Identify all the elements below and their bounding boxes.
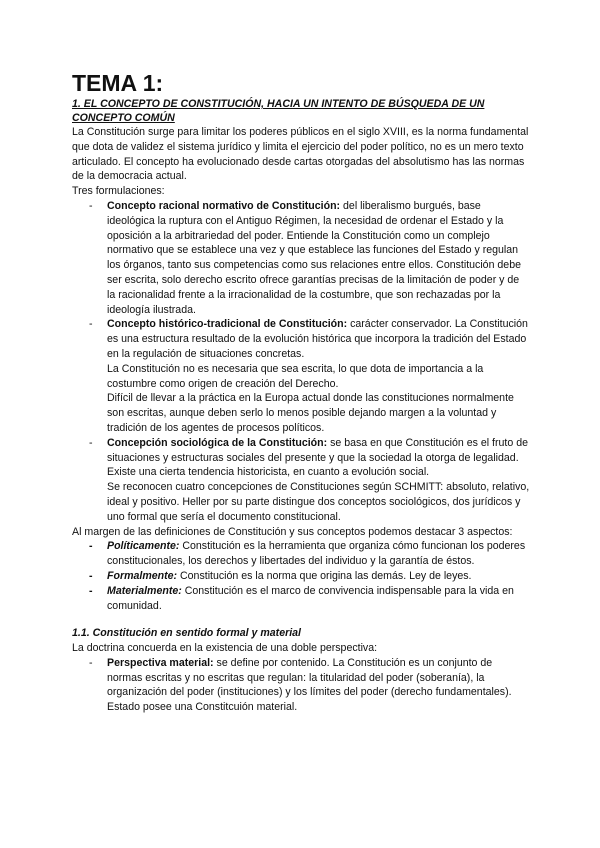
document-content	[72, 71, 530, 715]
item-term: Materialmente:	[107, 584, 182, 597]
item-text: carácter conservador. La Constitución es una estructura resultado de la evolución histórica que incorpora la tradición del Estado en la regulación de situaciones concretas.	[107, 318, 528, 360]
dash-bullet: -	[89, 436, 93, 449]
item-text: del liberalismo burgués, base ideológica la ruptura con el Antiguo Régimen, la necesidad de ordenar el Estado y la oposición a la arbitrariedad del poder. Entiende la Constitución como un complejo normativo que se establece una vez y que establece las funciones del Estado y regulan los órganos, tanto sus competencias como sus relaciones entre ellos. Constitución debe ser escrita, solo derecho escrito ofrece garantías precisas de la limitación de poder y de la racionalidad frente a la irracionalidad de la costumbre, que son rechazadas por la ideología ilustrada.	[107, 199, 521, 316]
item-paragraph: Difícil de llevar a la práctica en la Europa actual donde las constituciones normalmente son escritas, aunque deben serlo lo menos posible dejando margen a la voluntad y tradición de los agentes de procesos políticos.	[107, 392, 514, 434]
item-paragraph: La Constitución no es necesaria que sea escrita, lo que dota de importancia a la costumbre como origen de creación del Derecho.	[107, 362, 484, 390]
item-term: Concepto histórico-tradicional de Constitución:	[107, 318, 348, 331]
dash-bullet: -	[89, 656, 93, 669]
item-text: se define por contenido. La Constitución es un conjunto de normas escritas y no escritas que regulan: la titularidad del poder (soberanía), la organización del poder (instituciones) y los límites del poder (derecho fundamentales). Estado posee una Constitcuión material.	[107, 656, 512, 714]
item-text: se basa en que Constitución es el fruto de situaciones y estructuras sociales del presente y que la sociedad la otorga de legalidad.	[107, 436, 528, 464]
list-item	[72, 436, 530, 525]
item-term: Concepto racional normativo de Constitución:	[107, 199, 341, 212]
item-paragraph: Se reconocen cuatro concepciones de Constituciones según SCHMITT: absoluto, relativo, ideal y positivo. Heller por su parte distingue dos conceptos sociológicos, dos jurídicos y uno formal que sería el documento constitucional.	[107, 481, 530, 523]
dash-bullet: -	[89, 199, 93, 212]
item-text: Constitución es el marco de convivencia indispensable para la vida en comunidad.	[107, 584, 514, 612]
list-item	[72, 317, 530, 435]
list-item	[72, 539, 530, 569]
perspectivas-list	[72, 656, 530, 715]
item-text: Constitución es la norma que origina las demás. Ley de leyes.	[180, 569, 472, 582]
section-heading: 1. EL CONCEPTO DE CONSTITUCIÓN, HACIA UN INTENTO DE BÚSQUEDA DE UN CONCEPTO COMÚN	[72, 98, 485, 124]
dash-bullet: -	[89, 584, 93, 597]
dash-bullet: -	[89, 318, 93, 331]
item-paragraph: Existe una cierta tendencia historicista, en cuanto a evolución social.	[107, 466, 430, 479]
subsection-intro: La doctrina concuerda en la existencia de una doble perspectiva:	[72, 642, 378, 655]
item-text: Constitución es la herramienta que organiza cómo funcionan los poderes constitucionales, los derechos y libertades del individuo y la garantía de éstos.	[107, 540, 526, 568]
dash-bullet: -	[89, 540, 93, 553]
subsection-heading: 1.1. Constitución en sentido formal y material	[72, 627, 301, 640]
list-item	[72, 584, 530, 614]
item-term: Perspectiva material:	[107, 656, 214, 669]
item-term: Formalmente:	[107, 569, 178, 582]
formulaciones-label: Tres formulaciones:	[72, 185, 165, 198]
list-item	[72, 656, 530, 715]
item-term: Concepción sociológica de la Constitución:	[107, 436, 328, 449]
page-title: TEMA 1:	[72, 70, 164, 96]
list-item	[72, 569, 530, 584]
list-item	[72, 199, 530, 317]
aspectos-intro: Al margen de las definiciones de Constitución y sus conceptos podemos destacar 3 aspectos:	[72, 525, 513, 538]
dash-bullet: -	[89, 569, 93, 582]
aspectos-list	[72, 539, 530, 613]
intro-paragraph: La Constitución surge para limitar los poderes públicos en el siglo XVIII, es la norma fundamental que dota de validez el sistema jurídico y limita el ejercicio del poder político, no es un mero texto articulado. El concepto ha evolucionado desde cartas otorgadas del absolutismo has las normas de la democracia actual.	[72, 126, 529, 183]
formulaciones-list	[72, 199, 530, 525]
item-term: Políticamente:	[107, 540, 180, 553]
